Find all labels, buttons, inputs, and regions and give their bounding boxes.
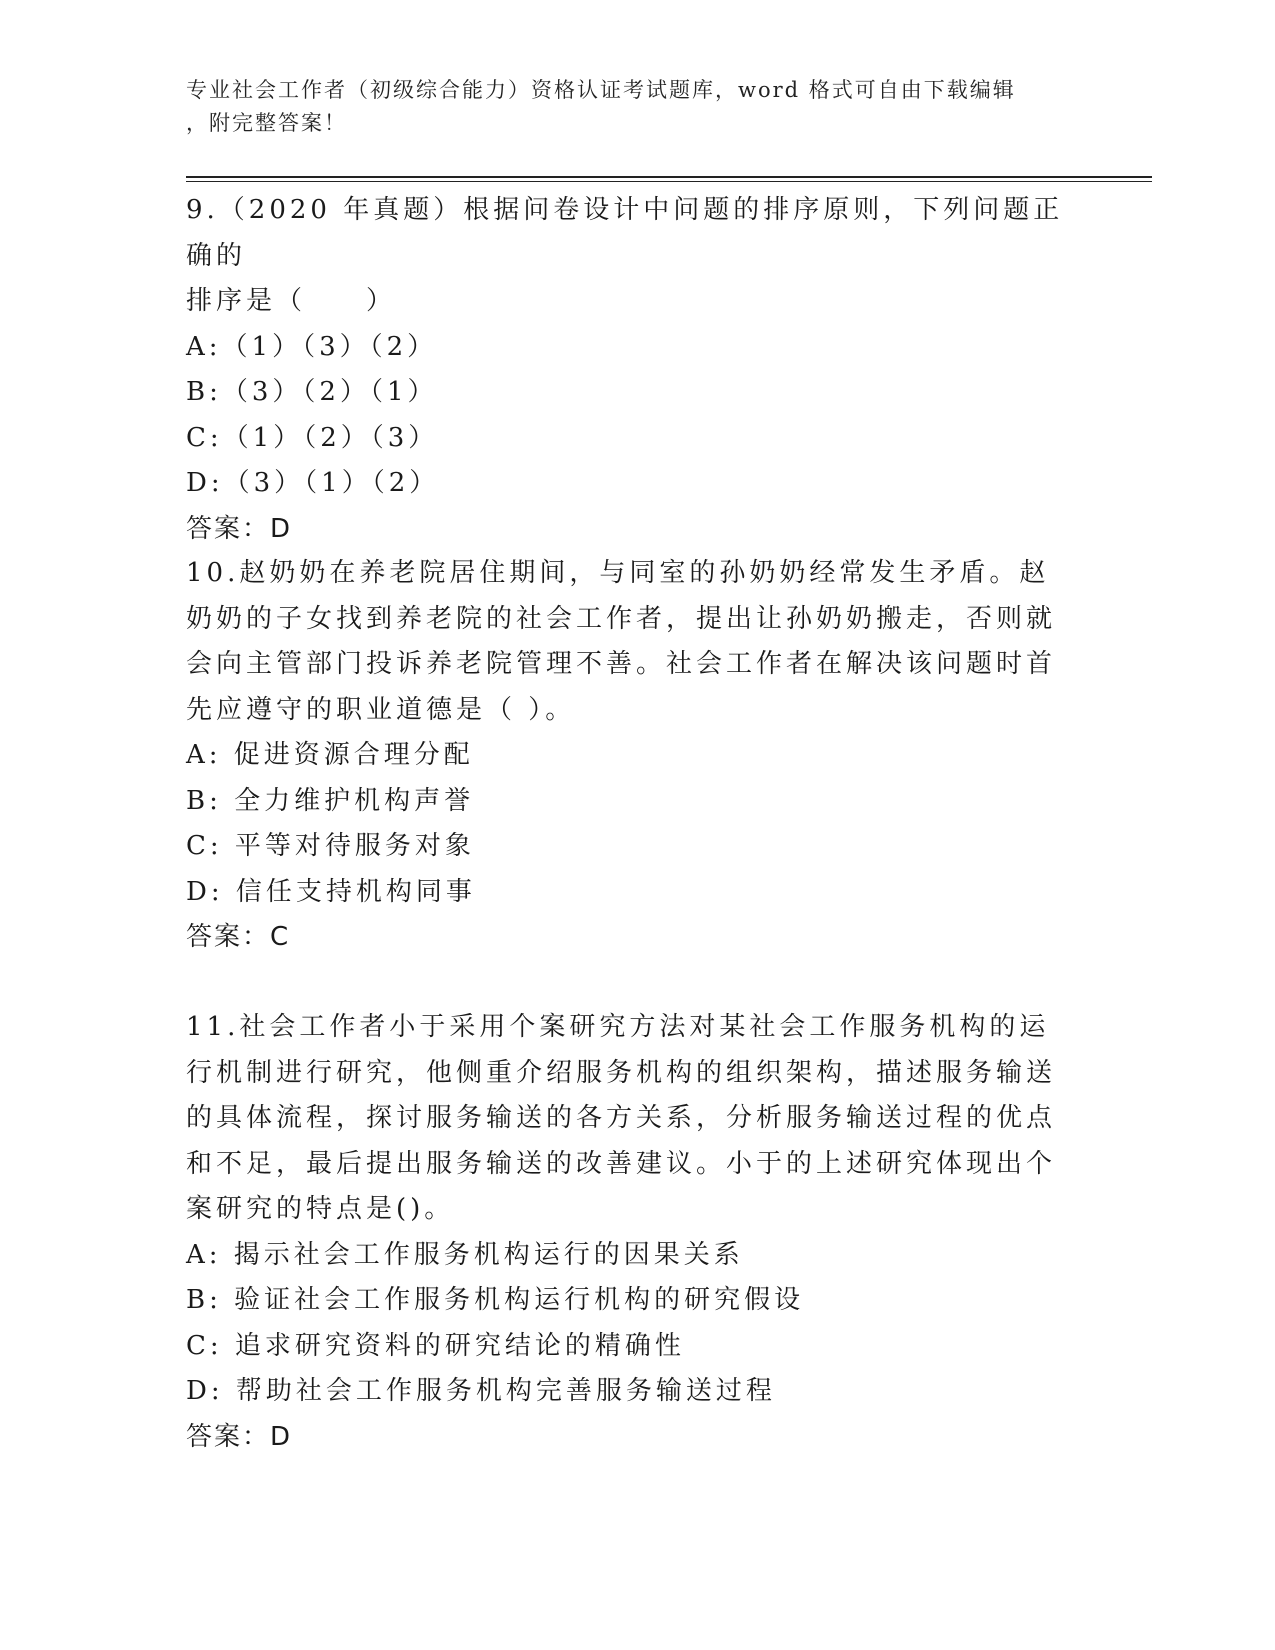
option-c: C: 平等对待服务对象 <box>186 831 475 861</box>
option-b: B: 全力维护机构声誉 <box>186 785 475 816</box>
option-d: D: 帮助社会工作服务机构完善服务输送过程 <box>186 1376 776 1406</box>
option-a: A: 促进资源合理分配 <box>186 740 474 770</box>
option-c: C:（1）（2）（3） <box>186 422 439 453</box>
answer-line: 答案：D <box>186 1421 293 1452</box>
question-stem-line: 9.（2020 年真题）根据问卷设计中问题的排序原则，下列问题正确的 <box>186 195 1064 271</box>
option-c: C: 追求研究资料的研究结论的精确性 <box>186 1330 685 1361</box>
answer-line: 答案：C <box>186 922 291 952</box>
question-9 <box>186 188 1066 552</box>
option-b: B:（3）（2）（1） <box>186 377 438 407</box>
header-divider-thick <box>186 176 1152 178</box>
header-line-2: ，附完整答案！ <box>186 111 347 135</box>
option-a: A: 揭示社会工作服务机构运行的因果关系 <box>186 1239 744 1270</box>
option-d: D: 信任支持机构同事 <box>186 876 476 907</box>
option-a: A:（1）（3）（2） <box>186 331 438 362</box>
option-b: B: 验证社会工作服务机构运行机构的研究假设 <box>186 1285 805 1315</box>
option-d: D:（3）（1）（2） <box>186 468 440 498</box>
question-11 <box>186 1005 1066 1460</box>
header-line-1: 专业社会工作者（初级综合能力）资格认证考试题库，word 格式可自由下载编辑 <box>186 78 1016 102</box>
question-10 <box>186 551 1066 961</box>
question-stem: 11.社会工作者小于采用个案研究方法对某社会工作服务机构的运行机制进行研究，他侧重介绍服务机构的组织架构，描述服务输送的具体流程，探讨服务输送的各方关系，分析服务输送过程的优点和不足，最后提出服务输送的改善建议。小于的上述研究体现出个案研究的特点是()。 <box>186 1012 1057 1224</box>
answer-line: 答案：D <box>186 513 293 544</box>
header-divider-thin <box>186 181 1152 182</box>
question-stem-line: 排序是（ ） <box>186 286 397 316</box>
question-stem: 10.赵奶奶在养老院居住期间，与同室的孙奶奶经常发生矛盾。赵奶奶的子女找到养老院的社会工作者，提出让孙奶奶搬走，否则就会向主管部门投诉养老院管理不善。社会工作者在解决该问题时首先应遵守的职业道德是（ ）。 <box>186 558 1057 725</box>
document-header <box>186 74 1066 140</box>
